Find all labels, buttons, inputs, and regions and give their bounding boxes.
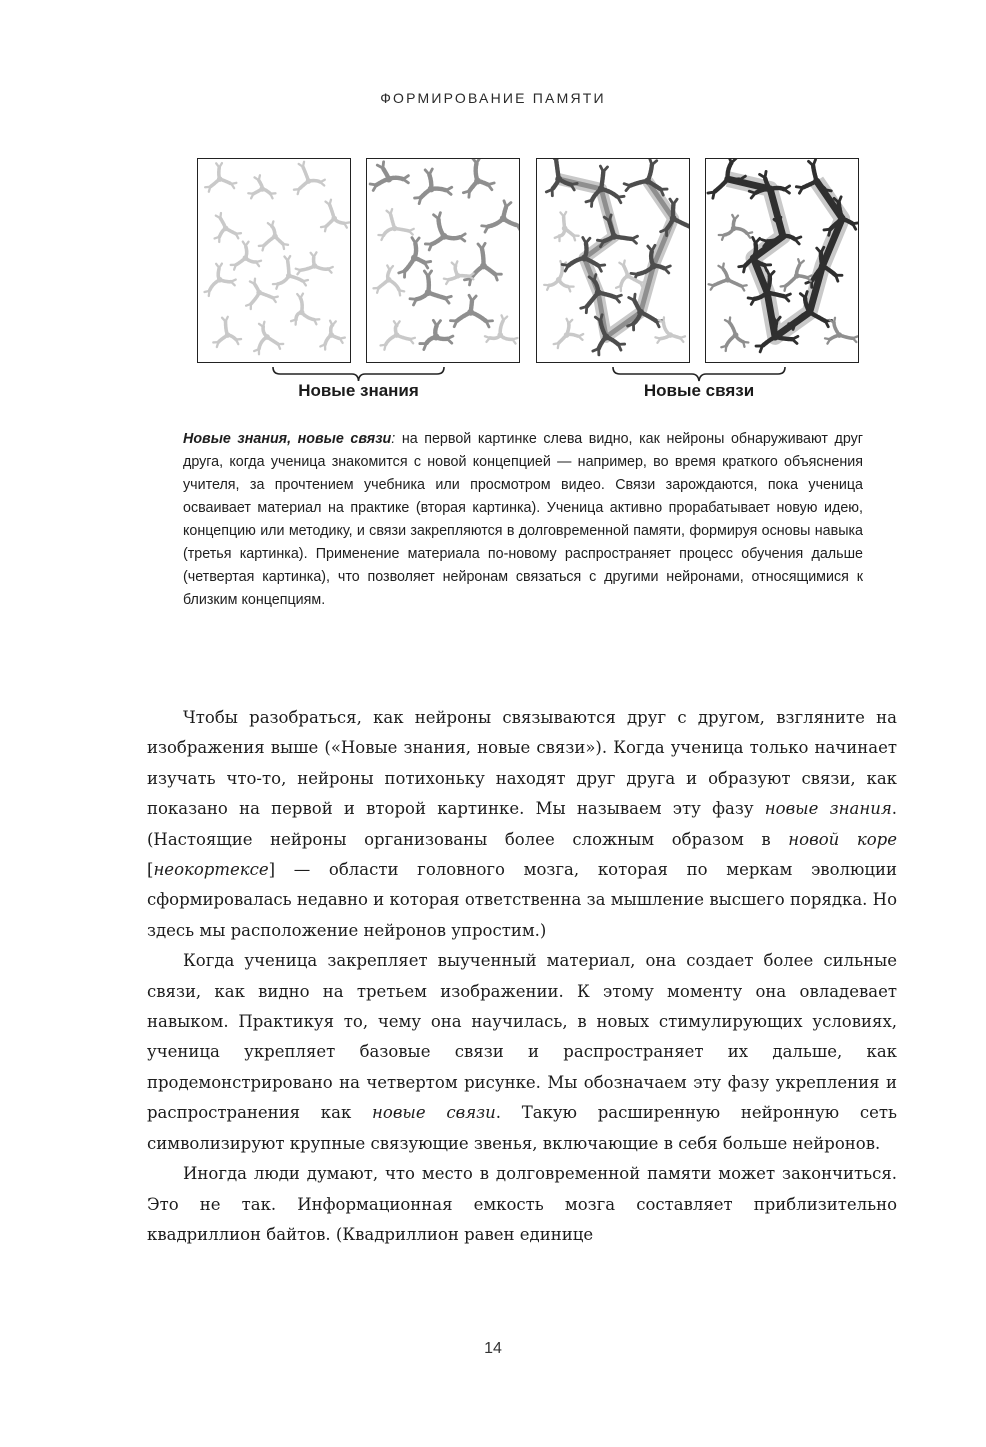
label-new-connections: Новые связи (643, 381, 755, 400)
page-number: 14 (484, 1340, 502, 1357)
neuron-panel-3 (536, 158, 690, 363)
caption-text: на первой картинке слева видно, как нейроны обнаруживают друг друга, когда ученица знакомится с новой концепцией — например, во время краткого объяснения учителя, за прочтением учебника или просмотром видео. Связи зарождаются, пока ученица осваивает материал на практике (вторая картинка). Ученица активно прорабатывает новую идею, концепцию или методику, и связи закрепляются в долговременной памяти, формируя основы навыка (третья картинка). Применение материала по-новому распространяет процесс обучения дальше (четвертая картинка), что позволяет нейронам связаться с другими нейронами, относящимися к близким концепциям. (183, 431, 863, 608)
term-new-connections: новые связи (372, 1103, 496, 1123)
term-new-knowledge: новые знания (764, 799, 892, 819)
term-new-cortex: новой коре (788, 829, 897, 849)
neuron-figure (197, 158, 859, 364)
paragraph-1-part: Чтобы разобраться, как нейроны связываются друг с другом, взгляните на изображения выше («Новые знания, новые связи»). Когда ученица только начинает изучать что-то, нейроны потихоньку находят друг друга и образуют связи, как показано на первой и второй картинке. Мы называем эту фазу (147, 708, 897, 819)
caption-colon: : (391, 431, 396, 447)
neuron-panel-4 (705, 158, 859, 363)
figure-caption (183, 428, 863, 612)
term-neocortex: неокортексе (153, 860, 269, 880)
paragraph-2-part: Когда ученица закрепляет выученный материал, она создает более сильные связи, как видно на третьем изображении. К этому моменту она овладевает навыком. Практикуя то, чему она научилась, в новых стимулирующих условиях, ученица укрепляет базовые связи и распространяет их дальше, как продемонстрировано на четвертом рисунке. Мы обозначаем эту фазу укрепления и распространения как (147, 951, 897, 1123)
paragraph-3: Иногда люди думают, что место в долговременной памяти может закончиться. Это не так. Информационная емкость мозга составляет приблизительно квадриллион байтов. (Квадриллион равен единице (147, 1164, 897, 1244)
paragraph-1-part: [ (147, 860, 154, 880)
label-new-knowledge: Новые знания (298, 381, 419, 400)
paragraph-1-part: ] — области головного мозга, которая по меркам эволюции сформировалась недавно и которая ответственна за мышление высшего порядка. Но здесь мы расположение нейронов упростим.) (147, 860, 897, 940)
paragraph-1-part: . (Настоящие нейроны организованы более сложным образом в (147, 799, 897, 849)
paragraph-2 (147, 946, 897, 1159)
paragraph-2-part: . Такую расширенную нейронную сеть символизируют крупные связующие звенья, включающие в себя больше нейронов. (147, 1103, 898, 1153)
running-head: ФОРМИРОВАНИЕ ПАМЯТИ (380, 90, 606, 106)
paragraph-1 (147, 703, 897, 946)
neuron-panel-1 (197, 158, 351, 363)
body-text (147, 703, 897, 1250)
caption-lead: Новые знания, новые связи (183, 431, 392, 447)
neuron-panel-2 (366, 158, 520, 363)
